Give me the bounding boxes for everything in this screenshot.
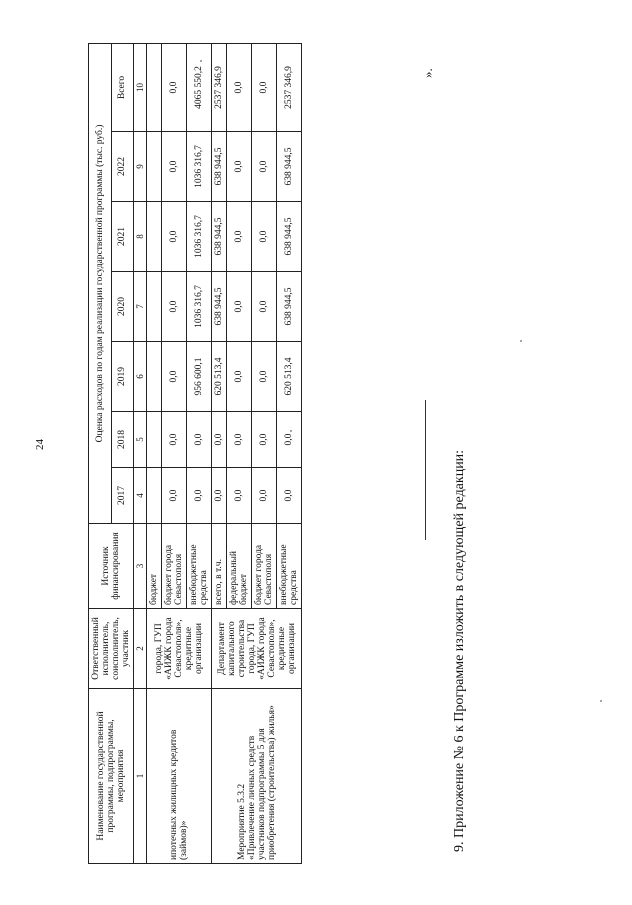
cell-value: 638 944,5 [277, 202, 302, 272]
cell-responsible: Департамент капитального строительства города, ГУП «АИЖК города Севастополя», кредитные организации [212, 609, 302, 689]
cell-responsible: города, ГУП «АИЖК города Севастополя», кредитные организации [147, 609, 212, 689]
cell-value: 638 944,5 [277, 272, 302, 342]
cell-value: 0,0 [187, 468, 212, 524]
header-year: 2017 [111, 468, 134, 524]
cell-value: 0,0 [252, 202, 277, 272]
header-year: 2022 [111, 132, 134, 202]
cell-value: 620 513,4 [212, 342, 227, 412]
cell-program-name: ипотечных жилищных кредитов (займов)» [147, 689, 212, 864]
index-cell: 7 [134, 272, 147, 342]
cell-value: 1036 316,7 [187, 132, 212, 202]
footer-instruction: 9. Приложение № 6 к Программе изложить в следующей редакции: [452, 449, 467, 852]
header-year: 2018 [111, 412, 134, 468]
cell-value: 0,0 [227, 132, 252, 202]
header-estimate: Оценка расходов по годам реализации государственной программы (тыс. руб.) [89, 43, 112, 523]
cell-value: 0,0 [227, 468, 252, 524]
cell-source: бюджет города Севастополя [162, 524, 187, 609]
cell-value [147, 43, 162, 131]
index-cell: 4 [134, 468, 147, 524]
cell-value [147, 412, 162, 468]
cell-value: 0,0 [252, 412, 277, 468]
header-name: Наименование государственной программы, подпрограммы, мероприятия [89, 689, 134, 864]
header-responsible: Ответственный исполнитель, соисполнитель, участник [89, 609, 134, 689]
cell-value: 1036 316,7 [187, 202, 212, 272]
cell-value: 0,0 [227, 43, 252, 131]
cell-value: 0,0 [227, 202, 252, 272]
table-row [212, 43, 227, 863]
cell-source: внебюджетные средства [277, 524, 302, 609]
cell-value [147, 202, 162, 272]
index-cell: 10 [134, 43, 147, 131]
index-row [134, 43, 147, 863]
cell-program-name: Мероприятие 5.3.2 «Привлечение личных средств участников подпрограммы 5 для приобретения (строительства) жилья» [212, 689, 302, 864]
scan-speck [200, 60, 202, 62]
cell-value: 638 944,5 [277, 132, 302, 202]
cell-value: 0,0 [212, 468, 227, 524]
index-cell: 8 [134, 202, 147, 272]
header-year: 2019 [111, 342, 134, 412]
cell-source: всего, в т.ч. [212, 524, 227, 609]
divider-line [425, 400, 426, 540]
end-quote: ». [420, 68, 435, 78]
cell-value: 638 944,5 [212, 202, 227, 272]
cell-value: 0,0 [187, 412, 212, 468]
index-cell: 3 [134, 524, 147, 609]
header-total: Всего [111, 43, 134, 131]
cell-value: 956 600,1 [187, 342, 212, 412]
header-year: 2021 [111, 202, 134, 272]
cell-value: 0,0 [252, 43, 277, 131]
cell-value: 620 513,4 [277, 342, 302, 412]
index-cell: 1 [134, 689, 147, 864]
cell-value: 0,0 [162, 342, 187, 412]
cell-value: 2537 346,9 [212, 43, 227, 131]
rotated-table-container [88, 44, 388, 864]
index-cell: 9 [134, 132, 147, 202]
cell-source: бюджет [147, 524, 162, 609]
cell-value [147, 468, 162, 524]
cell-value: 0,0 [227, 272, 252, 342]
cell-value: 0,0 [252, 272, 277, 342]
cell-value: 0,0 [277, 468, 302, 524]
cell-value: 0,0 [227, 412, 252, 468]
cell-value: 0,0 [162, 202, 187, 272]
cell-source: внебюджетные средства [187, 524, 212, 609]
cell-value: 0,0 [252, 132, 277, 202]
cell-value: 638 944,5 [212, 132, 227, 202]
cell-value [147, 132, 162, 202]
cell-source: бюджет города Севастополя [252, 524, 277, 609]
budget-table [88, 43, 302, 864]
cell-value: 0,0 [212, 412, 227, 468]
index-cell: 6 [134, 342, 147, 412]
cell-value: 0,0 [277, 412, 302, 468]
cell-value: 0,0 [227, 342, 252, 412]
cell-value: 0,0 [252, 468, 277, 524]
scan-speck [600, 700, 602, 702]
cell-value: 638 944,5 [212, 272, 227, 342]
cell-value: 0,0 [162, 43, 187, 131]
scan-speck [520, 340, 522, 342]
table-row [147, 43, 162, 863]
cell-value: 1036 316,7 [187, 272, 212, 342]
header-year: 2020 [111, 272, 134, 342]
cell-source: федеральный бюджет [227, 524, 252, 609]
header-source: Источник финансирования [89, 524, 134, 609]
cell-value: 2537 346,9 [277, 43, 302, 131]
page-number: 24 [34, 439, 46, 450]
cell-value: 4065 550,2 [187, 43, 212, 131]
scan-speck [290, 430, 292, 432]
cell-value: 0,0 [162, 272, 187, 342]
cell-value: 0,0 [162, 412, 187, 468]
cell-value [147, 272, 162, 342]
index-cell: 5 [134, 412, 147, 468]
index-cell: 2 [134, 609, 147, 689]
cell-value: 0,0 [252, 342, 277, 412]
cell-value [147, 342, 162, 412]
cell-value: 0,0 [162, 468, 187, 524]
cell-value: 0,0 [162, 132, 187, 202]
